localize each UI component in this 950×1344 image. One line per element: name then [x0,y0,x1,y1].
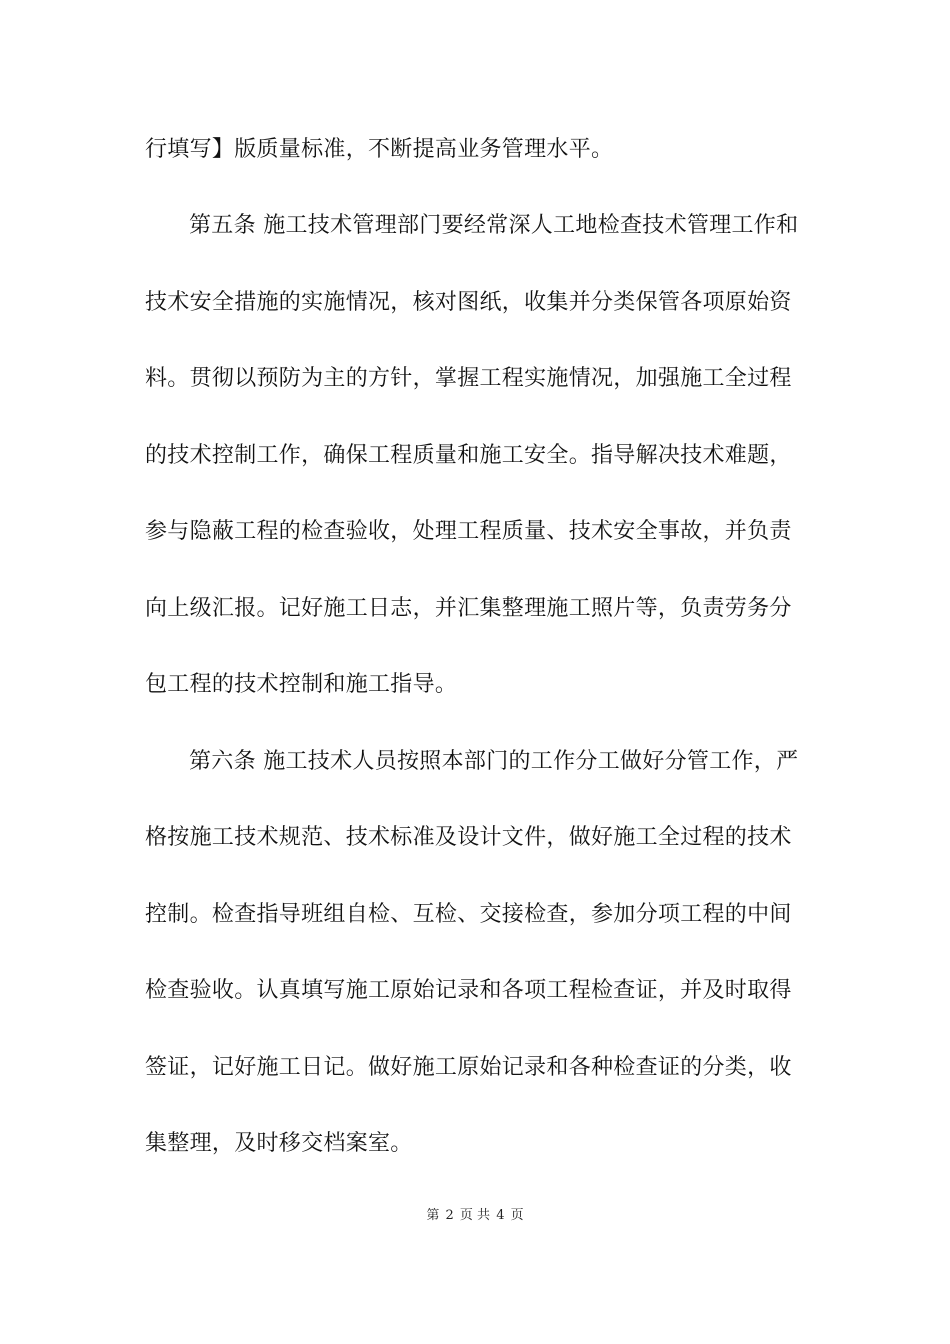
text-line: 参与隐蔽工程的检查验收，处理工程质量、技术安全事故，并负责 [145,519,792,544]
current-page-number: 2 [445,1208,454,1223]
page-footer [0,1206,950,1226]
text-line: 签证，记好施工日记。做好施工原始记录和各种检查证的分类，收 [145,1055,792,1080]
text-line: 技术安全措施的实施情况，核对图纸，收集并分类保管各项原始资 [145,290,792,315]
total-pages-number: 4 [496,1208,505,1223]
text-line: 向上级汇报。记好施工日志，并汇集整理施工照片等，负责劳务分 [145,596,792,621]
article-5-first-line: 第五条 施工技术管理部门要经常深人工地检查技术管理工作和 [189,213,799,238]
page-label-prefix: 第 [426,1208,440,1223]
article-6-first-line: 第六条 施工技术人员按照本部门的工作分工做好分管工作，严 [189,749,799,774]
text-line: 包工程的技术控制和施工指导。 [145,672,458,697]
text-line: 格按施工技术规范、技术标准及设计文件，做好施工全过程的技术 [145,825,792,850]
page-label-suffix: 页 [510,1208,524,1223]
text-line: 集整理，及时移交档案室。 [145,1131,413,1156]
text-line: 控制。检查指导班组自检、互检、交接检查，参加分项工程的中间 [145,902,792,927]
text-line: 检查验收。认真填写施工原始记录和各项工程检查证，并及时取得 [145,978,792,1003]
text-line: 行填写】版质量标准，不断提高业务管理水平。 [145,137,614,162]
text-line: 的技术控制工作，确保工程质量和施工安全。指导解决技术难题， [145,443,792,468]
text-line: 料。贯彻以预防为主的方针，掌握工程实施情况，加强施工全过程 [145,366,792,391]
page-label-mid: 页 共 [459,1208,491,1223]
